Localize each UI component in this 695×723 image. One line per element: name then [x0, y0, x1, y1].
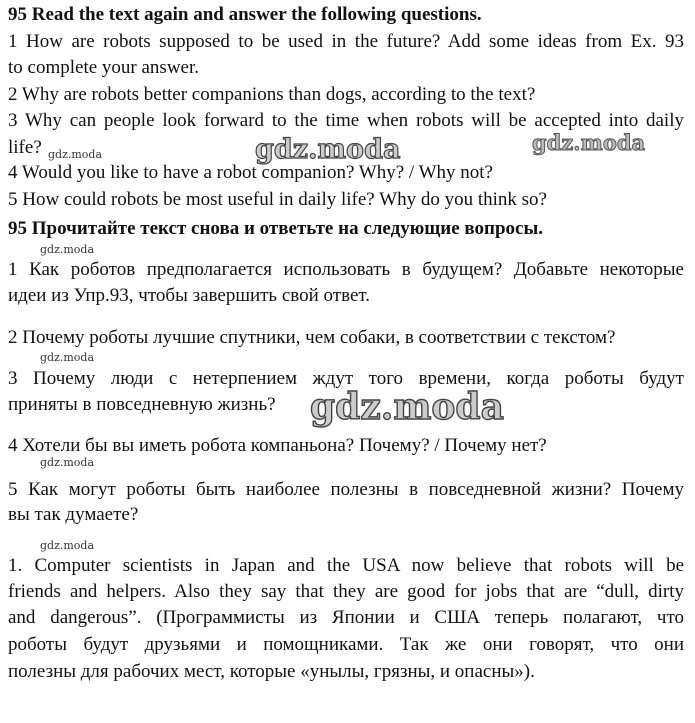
- watermark: gdz.moda: [532, 130, 646, 155]
- ru-question-3-cont: приняты в повседневную жизнь?: [8, 394, 276, 415]
- ru-question-5-cont: вы так думаете?: [8, 504, 139, 525]
- watermark: gdz.moda: [40, 351, 95, 364]
- ru-question-1: 1 Как роботов предполагается использовать в будущем? Добавьте некоторые: [8, 259, 684, 280]
- answer-line-3: and dangerous”. (Программисты из Японии и США теперь полагают, что: [8, 607, 684, 628]
- answer-line-5: полезны для рабочих мест, которые «унылы, грязны, и опасны»).: [8, 661, 535, 682]
- en-question-4: 4 Would you like to have a robot companion? Why? / Why not?: [8, 162, 493, 183]
- answer-line-4: роботы будут друзьями и помощниками. Так же они говорят, что они: [8, 634, 684, 655]
- ru-question-2: 2 Почему роботы лучшие спутники, чем собаки, в соответствии с текстом?: [8, 327, 616, 348]
- en-question-5: 5 How could robots be most useful in daily life? Why do you think so?: [8, 189, 547, 210]
- en-question-3: 3 Why can people look forward to the time when robots will be accepted into daily: [8, 110, 684, 131]
- watermark: gdz.moda: [48, 148, 103, 161]
- answer-line-1: 1. Computer scientists in Japan and the USA now believe that robots will be: [8, 555, 684, 576]
- en-heading: 95 Read the text again and answer the following questions.: [8, 4, 482, 25]
- watermark: gdz.moda: [40, 243, 95, 256]
- answer-line-2: friends and helpers. Also they say that they are good for jobs that are “dull, dirty: [8, 581, 684, 602]
- en-question-3-cont: life?: [8, 137, 42, 158]
- watermark: gdz.moda: [40, 539, 95, 552]
- ru-question-4: 4 Хотели бы вы иметь робота компаньона? Почему? / Почему нет?: [8, 435, 547, 456]
- ru-heading: 95 Прочитайте текст снова и ответьте на следующие вопросы.: [8, 218, 544, 239]
- watermark: gdz.moda: [40, 456, 95, 469]
- watermark: gdz.moda: [255, 134, 401, 165]
- ru-question-5: 5 Как могут роботы быть наиболее полезны в повседневной жизни? Почему: [8, 479, 684, 500]
- watermark: gdz.moda: [310, 386, 504, 428]
- en-question-2: 2 Why are robots better companions than dogs, according to the text?: [8, 84, 536, 105]
- en-question-1-cont: to complete your answer.: [8, 57, 200, 78]
- en-question-1: 1 How are robots supposed to be used in the future? Add some ideas from Ex. 93: [8, 31, 684, 52]
- ru-question-1-cont: идеи из Упр.93, чтобы завершить свой ответ.: [8, 285, 371, 306]
- ru-question-3: 3 Почему люди с нетерпением ждут того времени, когда роботы будут: [8, 368, 684, 389]
